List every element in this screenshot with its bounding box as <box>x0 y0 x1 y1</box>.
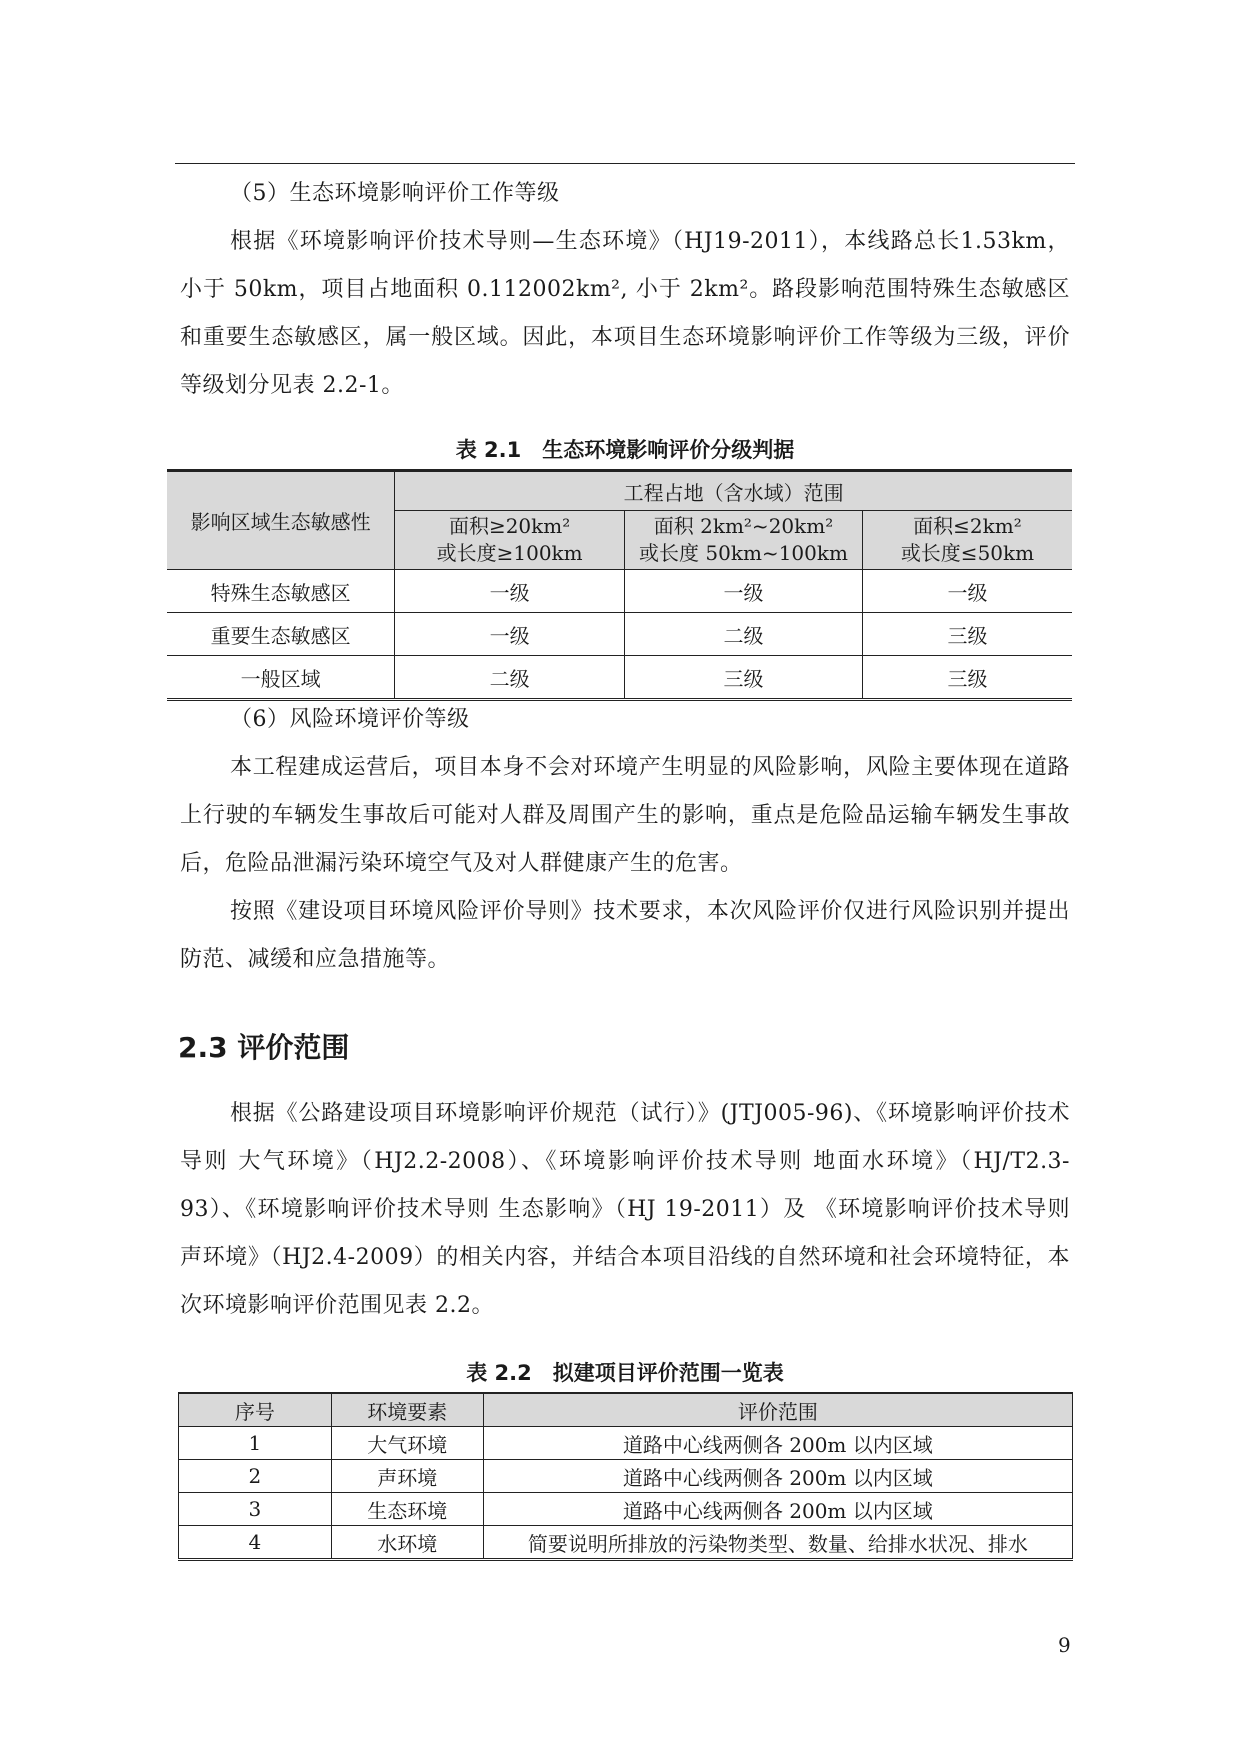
table1-caption: 表 2.1 生态环境影响评价分级判据 <box>455 438 795 462</box>
table1-ecology-grading <box>167 469 1072 701</box>
table2-header-scope: 评价范围 <box>483 1393 1072 1427</box>
table-row <box>179 1427 1073 1460</box>
section5-paragraph: 根据《环境影响评价技术导则—生态环境》（HJ19-2011），本线路总长1.53km，小于 50km，项目占地面积 0.112002km², 小于 2km²。路段影响范围特殊生态敏感区和重要生态敏感区，属一般区域。因此，本项目生态环境影响评价工作等级为三级，评价等级划分见表 2.2-1。 <box>180 229 1070 398</box>
table1-column-header: 面积≥20km² 或长度≥100km <box>395 511 625 570</box>
table-cell: 一级 <box>625 570 863 613</box>
section6-paragraph-2: 按照《建设项目环境风险评价导则》技术要求，本次风险评价仅进行风险识别并提出防范、减缓和应急措施等。 <box>180 899 1070 972</box>
table-cell: 二级 <box>395 656 625 700</box>
table-cell: 二级 <box>625 613 863 656</box>
table-row <box>167 613 1072 656</box>
table-cell: 2 <box>179 1460 332 1493</box>
table2-evaluation-scope <box>178 1392 1073 1561</box>
table-cell: 一级 <box>395 613 625 656</box>
table1-row-label: 重要生态敏感区 <box>167 613 395 656</box>
section-2-3-title: 2.3 评价范围 <box>178 1031 350 1064</box>
table-cell: 一级 <box>862 570 1072 613</box>
table-cell: 声环境 <box>331 1460 483 1493</box>
table1-group-header: 工程占地（含水域）范围 <box>395 471 1072 511</box>
table1-column-header: 面积 2km²~20km² 或长度 50km~100km <box>625 511 863 570</box>
table-cell: 水环境 <box>331 1526 483 1560</box>
table1-row-header: 影响区域生态敏感性 <box>167 471 395 570</box>
table-cell: 道路中心线两侧各 200m 以内区域 <box>483 1427 1072 1460</box>
table-cell: 道路中心线两侧各 200m 以内区域 <box>483 1493 1072 1526</box>
table2-header-no: 序号 <box>179 1393 332 1427</box>
section6-paragraph-1: 本工程建成运营后，项目本身不会对环境产生明显的风险影响，风险主要体现在道路上行驶的车辆发生事故后可能对人群及周围产生的影响，重点是危险品运输车辆发生事故后，危险品泄漏污染环境空气及对人群健康产生的危害。 <box>180 755 1070 876</box>
table-row <box>179 1493 1073 1526</box>
table2-header-element: 环境要素 <box>331 1393 483 1427</box>
page-number: 9 <box>1058 1633 1071 1657</box>
table-cell: 道路中心线两侧各 200m 以内区域 <box>483 1460 1072 1493</box>
table-cell: 三级 <box>625 656 863 700</box>
table-row <box>167 570 1072 613</box>
table-cell: 大气环境 <box>331 1427 483 1460</box>
table-row <box>179 1526 1073 1560</box>
header-rule <box>175 163 1075 164</box>
section5-heading: （5）生态环境影响评价工作等级 <box>230 181 560 206</box>
table-cell: 三级 <box>862 613 1072 656</box>
table-cell: 一级 <box>395 570 625 613</box>
table-cell: 三级 <box>862 656 1072 700</box>
section6-heading: （6）风险环境评价等级 <box>230 707 470 732</box>
table-cell: 生态环境 <box>331 1493 483 1526</box>
table-cell: 3 <box>179 1493 332 1526</box>
table2-caption: 表 2.2 拟建项目评价范围一览表 <box>466 1361 784 1385</box>
table-cell: 简要说明所排放的污染物类型、数量、给排水状况、排水 <box>483 1526 1072 1560</box>
table-cell: 4 <box>179 1526 332 1560</box>
table-cell: 1 <box>179 1427 332 1460</box>
table1-column-header: 面积≤2km² 或长度≤50km <box>862 511 1072 570</box>
table-row <box>167 656 1072 700</box>
table1-row-label: 一般区域 <box>167 656 395 700</box>
section-2-3-paragraph: 根据《公路建设项目环境影响评价规范（试行）》(JTJ005-96)、《环境影响评价技术导则 大气环境》（HJ2.2-2008）、《环境影响评价技术导则 地面水环境》（HJ/T2.3-93）、《环境影响评价技术导则 生态影响》（HJ 19-2011）及 《环境影响评价技术导则 声环境》（HJ2.4-2009）的相关内容，并结合本项目沿线的自然环境和社会环境特征，本次环境影响评价范围见表 2.2。 <box>180 1101 1070 1318</box>
table1-row-label: 特殊生态敏感区 <box>167 570 395 613</box>
table-row <box>179 1460 1073 1493</box>
